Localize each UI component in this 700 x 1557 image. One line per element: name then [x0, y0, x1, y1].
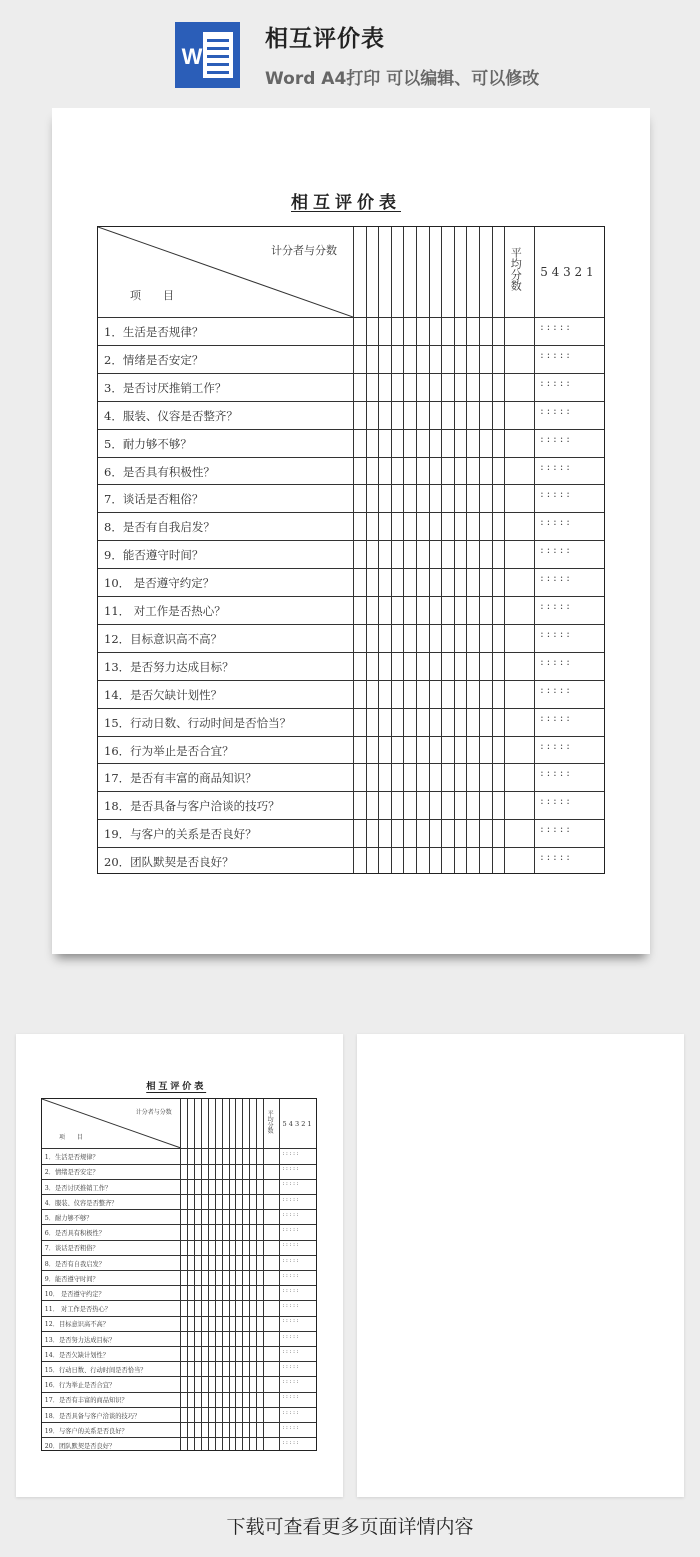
- table-row-label: 3．是否讨厌推销工作？: [104, 380, 227, 395]
- table-row-label: 13．是否努力达成目标？: [44, 1336, 116, 1344]
- score-dots: : : : : :: [282, 1257, 299, 1264]
- score-dots: : : : : :: [282, 1409, 299, 1416]
- score-dots: : : : : :: [540, 517, 570, 529]
- score-dots: : : : : :: [540, 712, 570, 724]
- scorer-column-divider: [492, 227, 493, 873]
- table-row-label: 4．服装、仪容是否整齐？: [104, 408, 238, 423]
- scorer-column-divider: [249, 1099, 250, 1450]
- score-dots: : : : : :: [282, 1333, 299, 1340]
- table-row-label: 11． 对工作是否热心？: [44, 1306, 111, 1314]
- score-dots: : : : : :: [540, 601, 570, 612]
- score-dots: : : : : :: [540, 796, 570, 808]
- row-divider: [42, 1224, 317, 1225]
- table-row-label: 19．与客户的关系是否良好？: [44, 1427, 128, 1435]
- row-divider: [42, 1392, 317, 1393]
- scorer-column-divider: [263, 1099, 264, 1450]
- scorer-header: 计分者与分数: [271, 244, 337, 257]
- more-pages-hint[interactable]: 下载可查看更多页面详情内容: [226, 1516, 474, 1538]
- table-row-label: 16．行为举止是否合宜？: [44, 1382, 116, 1390]
- score-dots: : : : : :: [540, 349, 570, 361]
- scorer-header: 计分者与分数: [135, 1109, 172, 1117]
- row-divider: [42, 1209, 317, 1210]
- scorer-column-divider: [208, 1099, 209, 1450]
- table-row-label: 10． 是否遵守约定？: [44, 1291, 105, 1298]
- row-divider: [98, 429, 604, 430]
- score-dots: : : : : :: [540, 573, 570, 585]
- score-dots: : : : : :: [540, 433, 570, 445]
- table-row-label: 4．服装、仪容是否整齐？: [44, 1199, 118, 1207]
- score-dots: : : : : :: [282, 1242, 299, 1249]
- row-divider: [42, 1270, 317, 1271]
- document-title: 相互评价表: [265, 26, 385, 52]
- table-row-label: 17．是否有丰富的商品知识？: [44, 1397, 128, 1405]
- table-row-label: 14．是否欠缺计划性？: [44, 1351, 109, 1359]
- row-divider: [98, 317, 604, 318]
- row-divider: [98, 401, 604, 402]
- scorer-column-divider: [441, 227, 442, 873]
- word-doc-icon: [175, 22, 240, 88]
- scorer-column-divider: [235, 1099, 236, 1450]
- score-dots: : : : : :: [540, 405, 570, 417]
- scorer-column-divider: [454, 227, 455, 873]
- form-title: 相互评价表: [291, 193, 401, 213]
- table-row-label: 2．情绪是否安定？: [104, 352, 204, 367]
- row-divider: [42, 1422, 317, 1423]
- score-dots: : : : : :: [282, 1196, 299, 1203]
- score-dots: : : : : :: [540, 740, 570, 752]
- score-dots: : : : : :: [540, 768, 570, 780]
- score-dots: : : : : :: [282, 1318, 299, 1325]
- table-row-label: 13．是否努力达成目标？: [104, 659, 234, 674]
- row-divider: [42, 1407, 317, 1408]
- row-divider: [42, 1331, 317, 1332]
- score-dots: : : : : :: [540, 461, 570, 473]
- label-column-divider: [353, 227, 354, 873]
- page-thumbnail-1[interactable]: [16, 1034, 343, 1497]
- table-row-label: 3．是否讨厌推销工作？: [44, 1184, 112, 1192]
- table-row-label: 1．生活是否规律？: [104, 325, 204, 339]
- item-header: 项 目: [130, 289, 174, 302]
- score-dots: : : : : :: [540, 322, 570, 333]
- row-divider: [42, 1316, 317, 1317]
- table-row-label: 7．谈话是否粗俗？: [104, 492, 204, 507]
- scorer-column-divider: [479, 227, 480, 873]
- score-dots: : : : : :: [282, 1363, 299, 1370]
- scorer-column-divider: [187, 1099, 188, 1450]
- scorer-column-divider: [416, 227, 417, 873]
- table-row-label: 8．是否有自我启发？: [104, 520, 215, 535]
- score-dots: : : : : :: [540, 545, 570, 557]
- row-divider: [98, 568, 604, 569]
- row-divider: [98, 373, 604, 374]
- score-dots: : : : : :: [282, 1151, 299, 1158]
- score-dots: : : : : :: [282, 1424, 299, 1431]
- row-divider: [98, 624, 604, 625]
- table-row-label: 18．是否具备与客户洽谈的技巧？: [104, 799, 280, 814]
- score-dots: : : : : :: [282, 1166, 299, 1173]
- scorer-column-divider: [215, 1099, 216, 1450]
- table-row-label: 6．是否具有积极性？: [44, 1230, 106, 1238]
- row-divider: [98, 763, 604, 764]
- score-dots: : : : : :: [282, 1348, 299, 1355]
- table-row-label: 2．情绪是否安定？: [44, 1169, 99, 1177]
- scorer-column-divider: [366, 227, 367, 873]
- table-row-label: 20．团队默契是否良好？: [104, 855, 234, 870]
- score-dots: : : : : :: [540, 852, 570, 864]
- row-divider: [42, 1179, 317, 1180]
- table-row-label: 6．是否具有积极性？: [104, 464, 215, 479]
- table-row-label: 5．耐力够不够？: [44, 1214, 93, 1222]
- table-row-label: 15．行动日数、行动时间是否恰当？: [104, 715, 292, 730]
- average-column-divider: [279, 1099, 280, 1450]
- table-row-label: 9．能否遵守时间？: [104, 548, 204, 563]
- row-divider: [42, 1240, 317, 1241]
- score-dots: : : : : :: [282, 1272, 299, 1279]
- row-divider: [42, 1376, 317, 1377]
- row-divider: [98, 484, 604, 485]
- row-divider: [42, 1346, 317, 1347]
- row-divider: [98, 791, 604, 792]
- score-dots: : : : : :: [540, 489, 570, 501]
- row-divider: [98, 345, 604, 346]
- scorer-column-divider: [378, 227, 379, 873]
- table-row-label: 15．行动日数、行动时间是否恰当？: [44, 1367, 147, 1375]
- form-title: 相互评价表: [146, 1080, 207, 1092]
- average-column-divider: [534, 227, 535, 873]
- table-row-label: 20．团队默契是否良好？: [44, 1443, 116, 1451]
- row-divider: [42, 1194, 317, 1195]
- table-row-label: 8．是否有自我启发？: [44, 1260, 106, 1268]
- score-dots: : : : : :: [540, 628, 570, 640]
- row-divider: [98, 736, 604, 737]
- table-row-label: 12．目标意识高不高？: [104, 631, 223, 646]
- average-score-header: 平均分数: [509, 247, 523, 291]
- scorer-column-divider: [391, 227, 392, 873]
- row-divider: [98, 847, 604, 848]
- row-divider: [42, 1300, 317, 1301]
- score-scale-header: 5 4 3 2 1: [282, 1120, 312, 1128]
- document-page-preview: [52, 108, 650, 954]
- label-column-divider: [180, 1099, 181, 1450]
- row-divider: [98, 708, 604, 709]
- table-row-label: 12．目标意识高不高？: [44, 1321, 109, 1329]
- score-dots: : : : : :: [282, 1227, 299, 1234]
- scorer-column-divider: [403, 227, 404, 873]
- scorer-column-divider: [429, 227, 430, 873]
- row-divider: [42, 1361, 317, 1362]
- table-row-label: 10． 是否遵守约定？: [104, 576, 215, 591]
- scorer-column-divider: [229, 1099, 230, 1450]
- score-dots: : : : : :: [540, 684, 570, 696]
- table-row-label: 1．生活是否规律？: [44, 1154, 99, 1162]
- score-dots: : : : : :: [282, 1181, 299, 1188]
- table-row-label: 18．是否具备与客户洽谈的技巧？: [44, 1412, 141, 1420]
- item-header: 项 目: [58, 1133, 83, 1141]
- word-icon-letter: W: [181, 44, 203, 69]
- row-divider: [98, 540, 604, 541]
- table-row-label: 14．是否欠缺计划性？: [104, 687, 223, 702]
- scorer-column-divider: [222, 1099, 223, 1450]
- evaluation-table: [97, 226, 605, 874]
- row-divider: [98, 652, 604, 653]
- evaluation-table: [41, 1098, 318, 1451]
- table-row-label: 7．谈话是否粗俗？: [44, 1245, 99, 1253]
- row-divider: [42, 1255, 317, 1256]
- scorer-column-divider: [466, 227, 467, 873]
- score-dots: : : : : :: [282, 1379, 299, 1386]
- document-subtitle: Word A4打印 可以编辑、可以修改: [265, 69, 540, 89]
- score-dots: : : : : :: [282, 1303, 299, 1310]
- score-dots: : : : : :: [540, 824, 570, 836]
- table-row-label: 19．与客户的关系是否良好？: [104, 827, 257, 842]
- row-divider: [42, 1148, 317, 1149]
- score-dots: : : : : :: [540, 656, 570, 668]
- row-divider: [98, 819, 604, 820]
- diagonal-header-line: [98, 227, 353, 317]
- row-divider: [42, 1437, 317, 1438]
- row-divider: [98, 457, 604, 458]
- scorer-column-divider: [194, 1099, 195, 1450]
- scorer-column-divider: [201, 1099, 202, 1450]
- score-dots: : : : : :: [282, 1394, 299, 1401]
- row-divider: [98, 512, 604, 513]
- table-row-label: 16．行为举止是否合宜？: [104, 743, 234, 758]
- scorer-column-divider: [504, 227, 505, 873]
- table-row-label: 5．耐力够不够？: [104, 436, 192, 451]
- score-dots: : : : : :: [282, 1439, 299, 1446]
- scorer-column-divider: [256, 1099, 257, 1450]
- page-thumbnail-2[interactable]: [357, 1034, 684, 1497]
- scorer-column-divider: [242, 1099, 243, 1450]
- row-divider: [42, 1285, 317, 1286]
- score-dots: : : : : :: [540, 377, 570, 389]
- row-divider: [98, 680, 604, 681]
- average-score-header: 平均分数: [266, 1110, 274, 1135]
- header: [0, 0, 700, 105]
- table-row-label: 17．是否有丰富的商品知识？: [104, 771, 257, 786]
- score-dots: : : : : :: [282, 1211, 299, 1218]
- score-scale-header: 5 4 3 2 1: [540, 265, 594, 279]
- score-dots: : : : : :: [282, 1287, 299, 1294]
- table-row-label: 11． 对工作是否热心？: [104, 604, 226, 618]
- table-row-label: 9．能否遵守时间？: [44, 1275, 99, 1283]
- row-divider: [42, 1164, 317, 1165]
- row-divider: [98, 596, 604, 597]
